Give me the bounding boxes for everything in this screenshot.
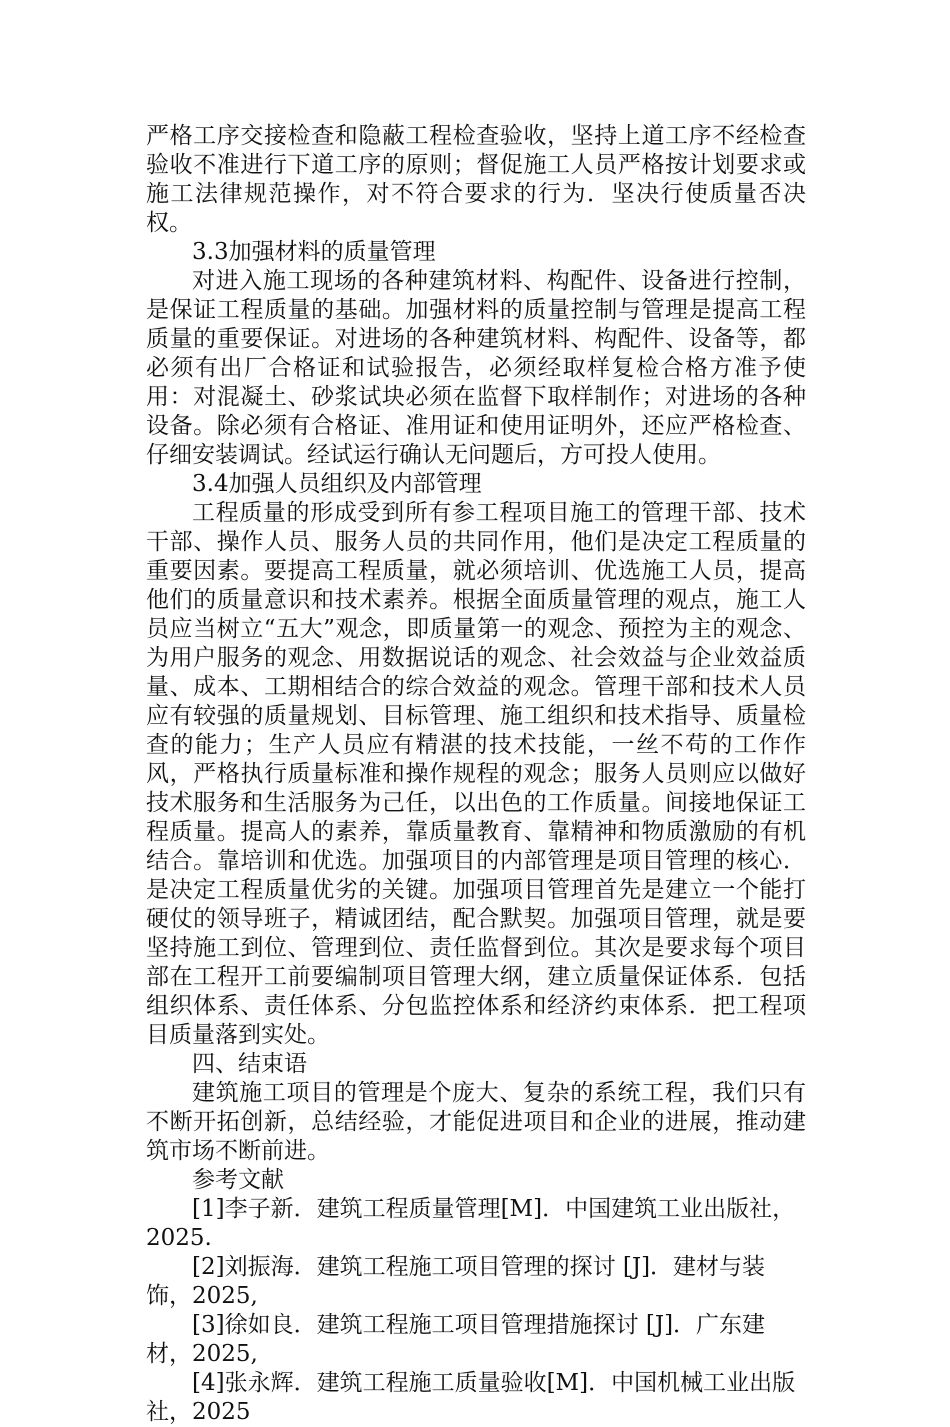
reference-item-4: [4]张永辉．建筑工程施工质量验收[M]．中国机械工业出版社，2025 [146, 1370, 796, 1425]
reference-item-2: [2]刘振海．建筑工程施工项目管理的探讨 [J]．建材与装饰，2025, [146, 1254, 766, 1309]
paragraph-personnel: 工程质量的形成受到所有参工程项目施工的管理干部、技术干部、操作人员、服务人员的共同作用，他们是决定工程质量的重要因素。要提高工程质量，就必须培训、优选施工人员，提高他们的质量意识和技术素养。根据全面质量管理的观点，施工人员应当树立“五大”观念，即质量第一的观念、预控为主的观念、为用户服务的观念、用数据说话的观念、社会效益与企业效益质量、成本、工期相结合的综合效益的观念。管理干部和技术人员应有较强的质量规划、目标管理、施工组织和技术指导、质量检查的能力；生产人员应有精湛的技术技能，一丝不苟的工作作风，严格执行质量标准和操作规程的观念；服务人员则应以做好技术服务和生活服务为己任，以出色的工作质量。间接地保证工程质量。提高人的素养，靠质量教育、靠精神和物质激励的有机结合。靠培训和优选。加强项目的内部管理是项目管理的核心．是决定工程质量优劣的关键。加强项目管理首先是建立一个能打硬仗的领导班子，精诚团结，配合默契。加强项目管理，就是要坚持施工到位、管理到位、责任监督到位。其次是要求每个项目部在工程开工前要编制项目管理大纲，建立质量保证体系．包括组织体系、责任体系、分包监控体系和经济约束体系．把工程项目质量落到实处。 [146, 500, 806, 1048]
reference-item-1: [1]李子新．建筑工程质量管理[M]．中国建筑工业出版社，2025. [146, 1196, 796, 1251]
paragraph-conclusion: 建筑施工项目的管理是个庞大、复杂的系统工程，我们只有不断开拓创新，总结经验，才能促进项目和企业的进展，推动建筑市场不断前进。 [146, 1080, 806, 1164]
reference-item-3: [3]徐如良．建筑工程施工项目管理措施探讨 [J]．广东建材，2025, [146, 1312, 766, 1367]
section-heading-conclusion: 四、结束语 [192, 1051, 307, 1077]
section-heading-3-3: 3.3加强材料的质量管理 [192, 239, 436, 265]
document-body [146, 122, 806, 1427]
paragraph-materials: 对进入施工现场的各种建筑材料、构配件、设备进行控制，是保证工程质量的基础。加强材料的质量控制与管理是提高工程质量的重要保证。对进场的各种建筑材料、构配件、设备等，都必须有出厂合格证和试验报告，必须经取样复检合格方准予使用：对混凝土、砂浆试块必须在监督下取样制作；对进场的各种设备。除必须有合格证、准用证和使用证明外，还应严格检查、仔细安装调试。经试运行确认无问题后，方可投人使用。 [146, 268, 806, 468]
section-heading-3-4: 3.4加强人员组织及内部管理 [192, 471, 482, 497]
paragraph-continuation: 严格工序交接检查和隐蔽工程检查验收，坚持上道工序不经检查验收不准进行下道工序的原则；督促施工人员严格按计划要求或施工法律规范操作，对不符合要求的行为．坚决行使质量否决权。 [146, 123, 806, 236]
references-heading: 参考文献 [192, 1167, 284, 1193]
